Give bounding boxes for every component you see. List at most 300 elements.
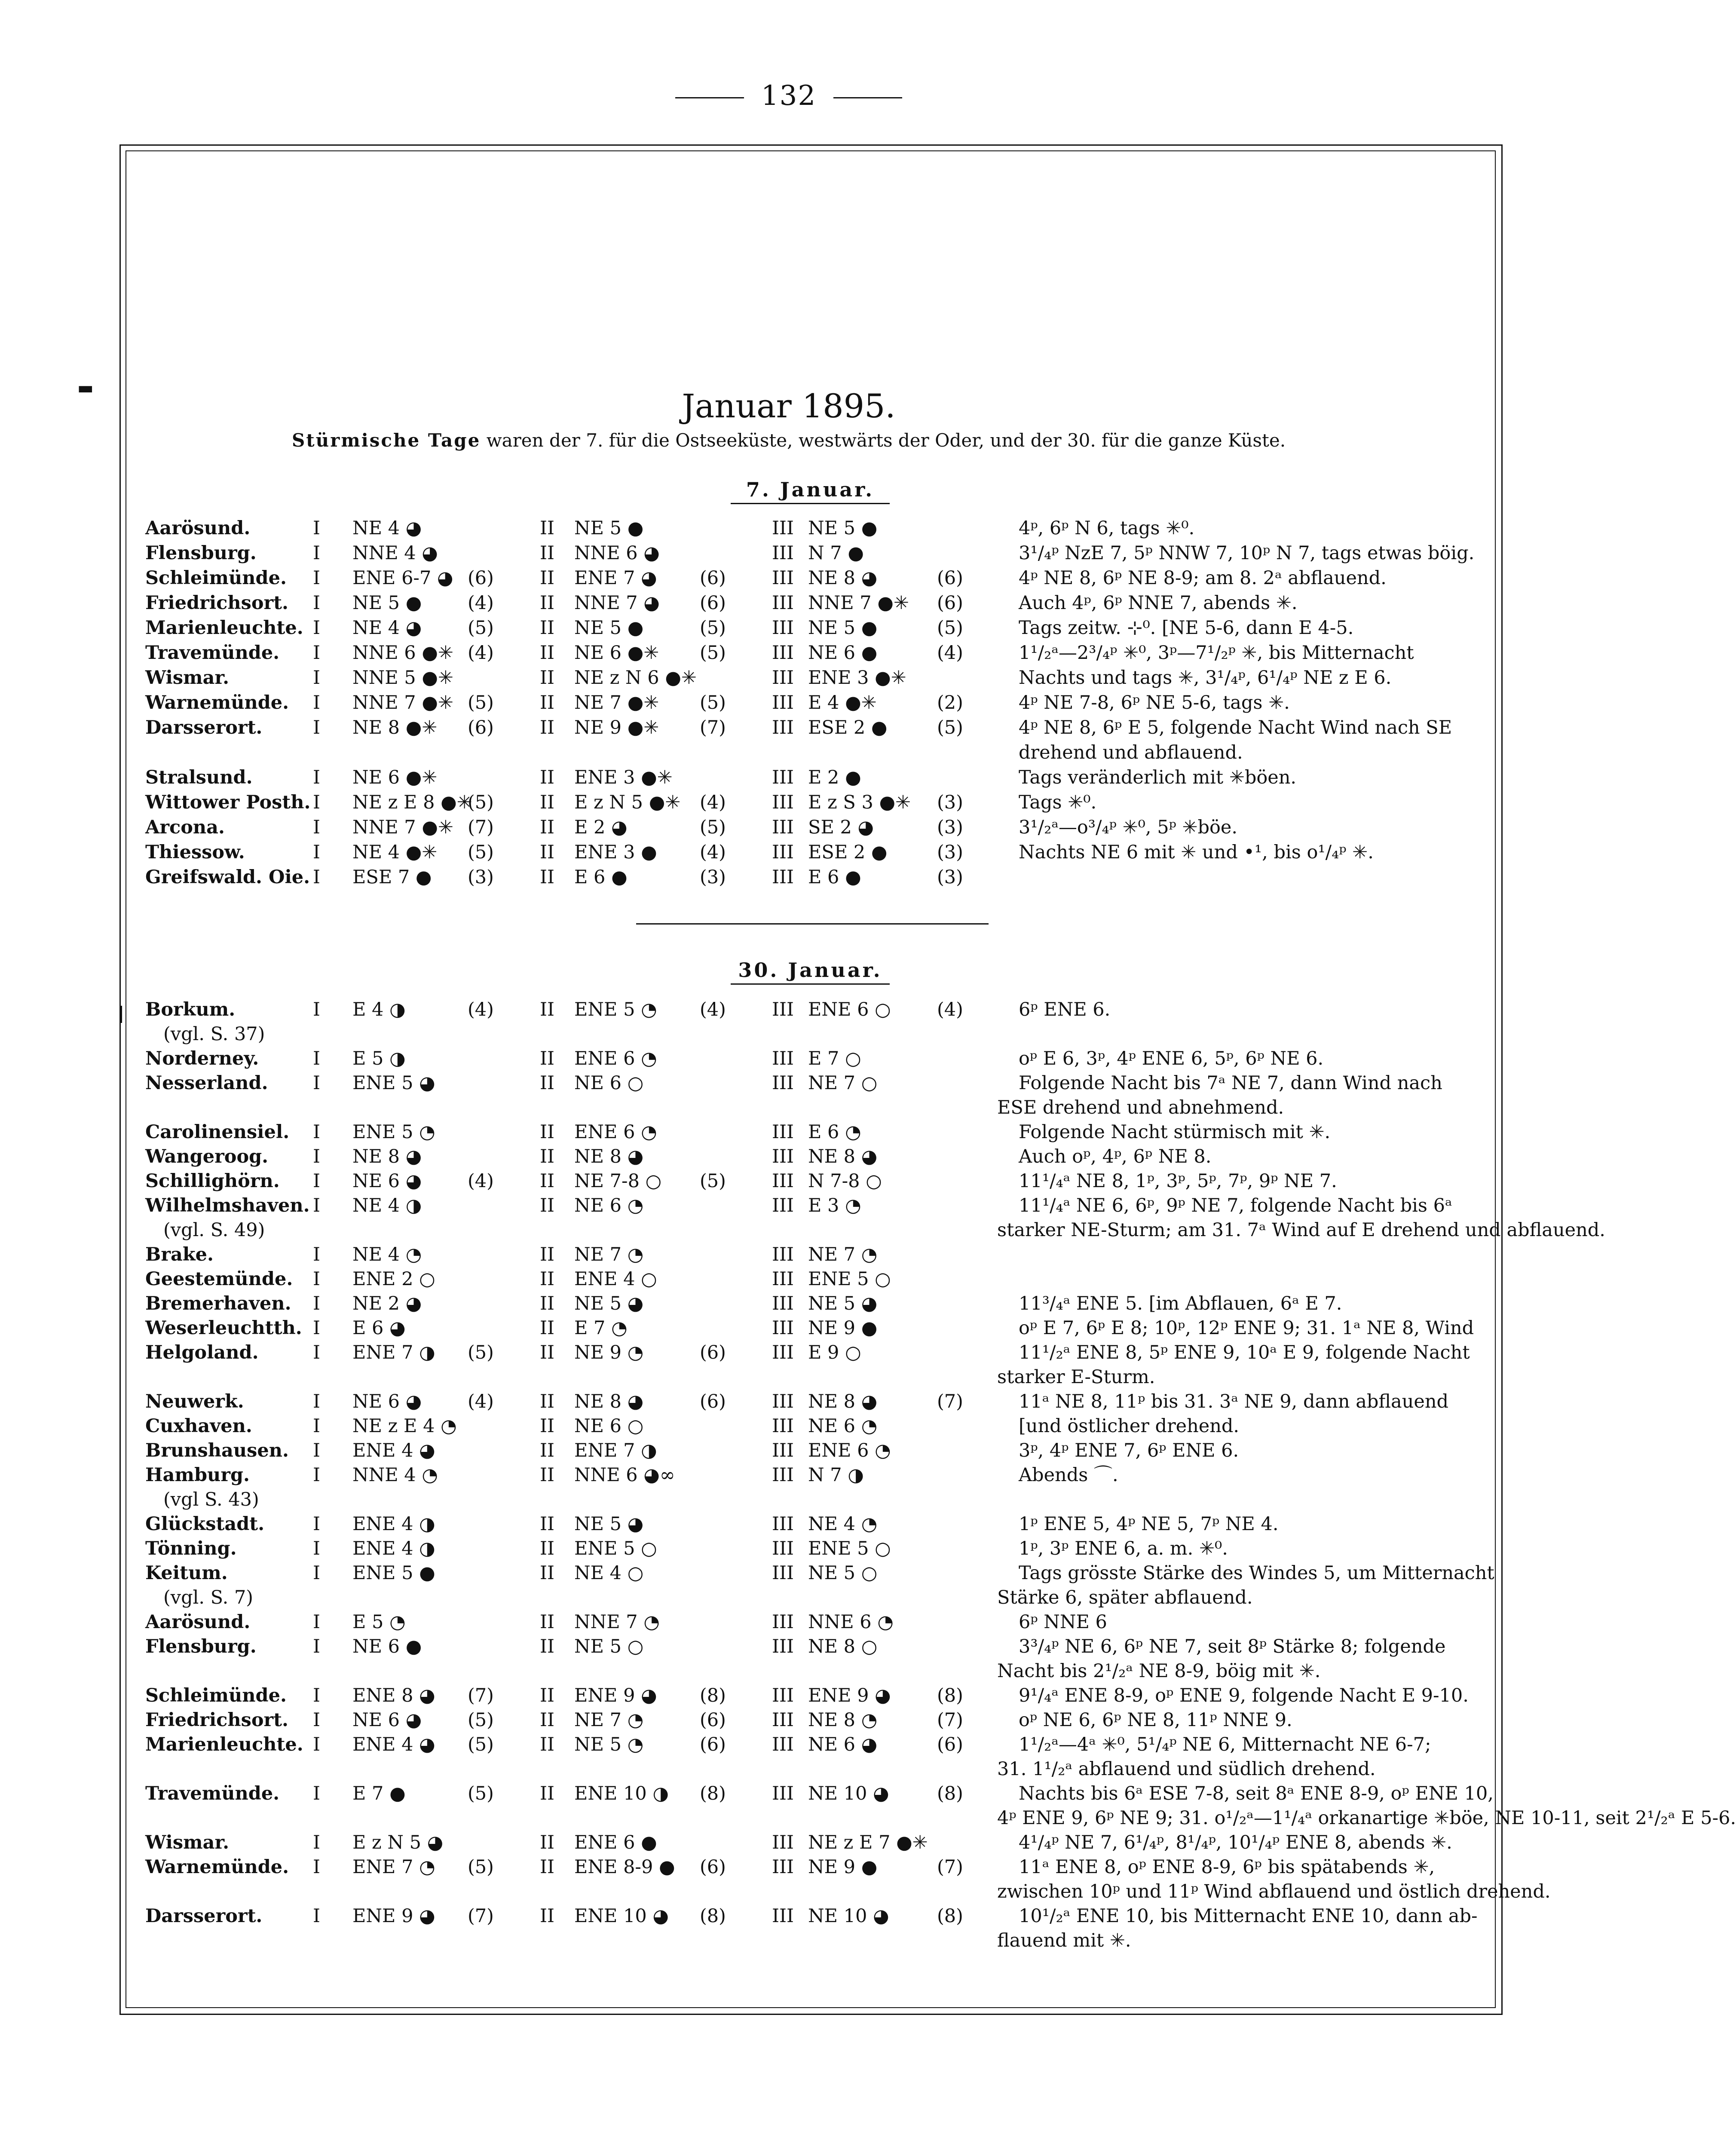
- reading-2-label: II: [540, 1783, 554, 1804]
- reading-1-label: I: [313, 1391, 320, 1412]
- reading-1-obs: NE z E 8 ●✳: [352, 792, 472, 813]
- reading-1-obs: NE 6 ◕: [352, 1170, 422, 1192]
- table-row: [0, 765, 1577, 790]
- reading-3-sea: (6): [937, 1734, 963, 1755]
- reading-3-label: III: [772, 1268, 794, 1290]
- table-row: [0, 840, 1577, 865]
- reading-2-label: II: [540, 1832, 554, 1853]
- reading-2-obs: ENE 4 ○: [574, 1268, 657, 1290]
- reading-1-label: I: [313, 692, 320, 713]
- reading-3-obs: ENE 5 ○: [808, 1538, 891, 1559]
- remark: 3¹/₂ᵃ—o³/₄ᵖ ✳⁰, 5ᵖ ✳böe.: [1019, 817, 1238, 838]
- remark-continuation: flauend mit ✳.: [997, 1930, 1131, 1951]
- table-row: [0, 1218, 1605, 1243]
- table-row: [0, 690, 1577, 715]
- reading-1-sea: (4): [468, 999, 494, 1020]
- reading-3-obs: ESE 2 ●: [808, 717, 888, 738]
- remark-continuation: starker NE-Sturm; am 31. 7ᵃ Wind auf E drehend und abflauend.: [997, 1219, 1605, 1241]
- remark: 11³/₄ᵃ ENE 5. [im Abflauen, 6ᵃ E 7.: [1019, 1293, 1342, 1314]
- reading-3-obs: NE 8 ◕: [808, 1391, 878, 1412]
- reading-3-sea: (7): [937, 1709, 963, 1731]
- reading-2-obs: NE 6 ○: [574, 1415, 644, 1437]
- reading-3-obs: NE 5 ○: [808, 1562, 878, 1584]
- table-row: [0, 1928, 1577, 1953]
- reading-2-label: II: [540, 1856, 554, 1878]
- reading-3-obs: ENE 9 ◕: [808, 1685, 891, 1706]
- reading-2-obs: ENE 9 ◕: [574, 1685, 657, 1706]
- reading-2-sea: (6): [700, 1734, 726, 1755]
- reading-2-label: II: [540, 1709, 554, 1731]
- reading-3-obs: SE 2 ◕: [808, 817, 874, 838]
- station-name: Keitum.: [145, 1562, 228, 1584]
- reading-3-label: III: [772, 567, 794, 589]
- remark: Nachts und tags ✳, 3¹/₄ᵖ, 6¹/₄ᵖ NE z E 6.: [1019, 667, 1392, 689]
- reading-2-label: II: [540, 1391, 554, 1412]
- station-name: Schleimünde.: [145, 1685, 287, 1706]
- page-title: Januar 1895.: [682, 387, 896, 425]
- reading-1-sea: (5): [468, 617, 494, 639]
- reading-1-obs: E 6 ◕: [352, 1317, 406, 1339]
- table-row: [0, 1781, 1577, 1806]
- reading-1-obs: NNE 7 ●✳: [352, 817, 453, 838]
- reading-1-obs: NE 4 ◕: [352, 517, 422, 539]
- reading-3-label: III: [772, 1513, 794, 1535]
- reading-1-label: I: [313, 1562, 320, 1584]
- reading-3-obs: NE 8 ◕: [808, 1146, 878, 1167]
- remark: oᵖ E 7, 6ᵖ E 8; 10ᵖ, 12ᵖ ENE 9; 31. 1ᵃ NE 8, Wind: [1019, 1317, 1474, 1339]
- station-name: Cuxhaven.: [145, 1415, 252, 1437]
- reading-1-sea: (6): [468, 567, 494, 589]
- table-row: [0, 715, 1577, 740]
- reading-1-obs: NE 2 ◕: [352, 1293, 422, 1314]
- reading-2-obs: NE 6 ○: [574, 1072, 644, 1094]
- reading-3-sea: (3): [937, 842, 963, 863]
- reading-1-sea: (7): [468, 1905, 494, 1927]
- reading-3-label: III: [772, 542, 794, 564]
- remark: 1¹/₂ᵃ—4ᵃ ✳⁰, 5¹/₄ᵖ NE 6, Mitternacht NE 6-7;: [1019, 1734, 1431, 1755]
- reading-2-label: II: [540, 1342, 554, 1363]
- remark-continuation: zwischen 10ᵖ und 11ᵖ Wind abflauend und östlich drehend.: [997, 1881, 1551, 1902]
- remark: Folgende Nacht stürmisch mit ✳.: [1019, 1121, 1331, 1143]
- reading-1-obs: ENE 4 ◕: [352, 1734, 435, 1755]
- reading-1-sea: (5): [468, 792, 494, 813]
- reading-1-sea: (5): [468, 1734, 494, 1755]
- reading-2-sea: (5): [700, 817, 726, 838]
- reading-2-sea: (6): [700, 1709, 726, 1731]
- reading-1-label: I: [313, 817, 320, 838]
- station-reference: (vgl. S. 37): [163, 1023, 265, 1045]
- reading-2-obs: NE 5 ●: [574, 617, 644, 639]
- station-name: Tönning.: [145, 1538, 237, 1559]
- remark: 11ᵃ ENE 8, oᵖ ENE 8-9, 6ᵖ bis spätabends ✳,: [1019, 1856, 1435, 1878]
- reading-3-label: III: [772, 1072, 794, 1094]
- reading-3-obs: E 4 ●✳: [808, 692, 877, 713]
- reading-3-sea: (6): [937, 592, 963, 614]
- reading-3-obs: ENE 3 ●✳: [808, 667, 906, 689]
- reading-2-obs: ENE 7 ◑: [574, 1440, 657, 1461]
- reading-1-obs: E z N 5 ◕: [352, 1832, 444, 1853]
- reading-2-obs: NE 8 ◕: [574, 1146, 644, 1167]
- remark-continuation: 4ᵖ ENE 9, 6ᵖ NE 9; 31. o¹/₂ᵃ—1¹/₄ᵃ orkanartige ✳böe, NE 10-11, seit 2¹/₂ᵃ E 5-6.: [997, 1807, 1736, 1829]
- station-name: Arcona.: [145, 817, 225, 838]
- remark: 6ᵖ ENE 6.: [1019, 999, 1111, 1020]
- table-row: [0, 790, 1577, 815]
- reading-3-obs: NE 7 ◔: [808, 1244, 878, 1265]
- reading-3-label: III: [772, 1121, 794, 1143]
- remark: 9¹/₄ᵃ ENE 8-9, oᵖ ENE 9, folgende Nacht E 9-10.: [1019, 1685, 1469, 1706]
- reading-2-sea: (6): [700, 1856, 726, 1878]
- reading-1-label: I: [313, 617, 320, 639]
- reading-1-obs: ENE 9 ◕: [352, 1905, 435, 1927]
- table-row: [0, 997, 1577, 1022]
- reading-3-obs: NE 8 ◕: [808, 567, 878, 589]
- table-row: [0, 1659, 1577, 1684]
- reading-1-obs: NE 5 ●: [352, 592, 422, 614]
- reading-2-sea: (6): [700, 592, 726, 614]
- reading-2-obs: ENE 5 ○: [574, 1538, 657, 1559]
- reading-2-obs: NE 5 ◕: [574, 1293, 644, 1314]
- reading-1-label: I: [313, 1293, 320, 1314]
- station-name: Warnemünde.: [145, 1856, 289, 1878]
- reading-1-label: I: [313, 1170, 320, 1192]
- reading-1-label: I: [313, 1146, 320, 1167]
- reading-3-sea: (3): [937, 792, 963, 813]
- remark: Auch 4ᵖ, 6ᵖ NNE 7, abends ✳.: [1019, 592, 1298, 614]
- section-heading-7-januar: 7. Januar.: [731, 478, 890, 504]
- reading-2-label: II: [540, 642, 554, 664]
- reading-1-sea: (5): [468, 1709, 494, 1731]
- reading-3-obs: E 7 ○: [808, 1048, 861, 1069]
- table-row: [0, 1757, 1577, 1782]
- reading-1-obs: E 4 ◑: [352, 999, 406, 1020]
- reading-1-sea: (5): [468, 692, 494, 713]
- reading-3-label: III: [772, 692, 794, 713]
- reading-2-obs: ENE 8-9 ●: [574, 1856, 675, 1878]
- remark-continuation: ESE drehend und abnehmend.: [997, 1097, 1284, 1118]
- station-name: Flensburg.: [145, 1636, 257, 1657]
- table-row: [0, 1708, 1577, 1733]
- reading-1-sea: (4): [468, 1391, 494, 1412]
- reading-1-obs: ENE 8 ◕: [352, 1685, 435, 1706]
- table-row: [0, 1487, 1577, 1512]
- reading-2-label: II: [540, 999, 554, 1020]
- reading-2-obs: E 6 ●: [574, 866, 628, 888]
- station-name: Schleimünde.: [145, 567, 287, 589]
- remark: Folgende Nacht bis 7ᵃ NE 7, dann Wind nach: [1019, 1072, 1442, 1094]
- reading-3-label: III: [772, 1244, 794, 1265]
- remark: [und östlicher drehend.: [1019, 1415, 1240, 1437]
- reading-3-label: III: [772, 1415, 794, 1437]
- remark: 1ᵖ ENE 5, 4ᵖ NE 5, 7ᵖ NE 4.: [1019, 1513, 1279, 1535]
- table-row: [0, 1732, 1577, 1757]
- reading-1-obs: E 7 ●: [352, 1783, 406, 1804]
- reading-1-sea: (6): [468, 717, 494, 738]
- station-name: Bremerhaven.: [145, 1293, 291, 1314]
- reading-3-label: III: [772, 1391, 794, 1412]
- reading-2-label: II: [540, 1244, 554, 1265]
- reading-2-obs: NE 5 ●: [574, 517, 644, 539]
- station-name: Thiessow.: [145, 842, 245, 863]
- reading-3-label: III: [772, 1342, 794, 1363]
- station-name: Wangeroog.: [145, 1146, 269, 1167]
- reading-3-label: III: [772, 717, 794, 738]
- reading-2-obs: ENE 5 ◔: [574, 999, 657, 1020]
- reading-2-obs: ENE 6 ●: [574, 1832, 657, 1853]
- page-number: [0, 80, 1577, 112]
- reading-2-sea: (8): [700, 1685, 726, 1706]
- reading-1-label: I: [313, 592, 320, 614]
- reading-2-obs: NE 5 ○: [574, 1636, 644, 1657]
- reading-1-obs: ENE 4 ◑: [352, 1538, 435, 1559]
- reading-3-sea: (5): [937, 617, 963, 639]
- reading-3-obs: NE 5 ●: [808, 617, 878, 639]
- remark: Tags grösste Stärke des Windes 5, um Mitternacht: [1019, 1562, 1494, 1584]
- reading-3-obs: E 6 ●: [808, 866, 861, 888]
- table-row: [0, 615, 1577, 640]
- reading-1-obs: ESE 7 ●: [352, 866, 432, 888]
- reading-1-sea: (4): [468, 642, 494, 664]
- reading-2-label: II: [540, 717, 554, 738]
- reading-3-sea: (4): [937, 642, 963, 664]
- page-number-text: 132: [761, 80, 817, 112]
- margin-bar: [120, 1006, 122, 1023]
- remark: Tags veränderlich mit ✳böen.: [1019, 767, 1297, 788]
- reading-2-label: II: [540, 1072, 554, 1094]
- reading-3-obs: NE 6 ◕: [808, 1734, 878, 1755]
- reading-2-obs: NE 4 ○: [574, 1562, 644, 1584]
- table-row: [0, 640, 1577, 665]
- station-name: Darsserort.: [145, 1905, 263, 1927]
- remark: drehend und abflauend.: [1019, 742, 1243, 763]
- reading-1-sea: (5): [468, 1856, 494, 1878]
- reading-3-obs: NE 10 ◕: [808, 1905, 889, 1927]
- reading-2-label: II: [540, 1464, 554, 1486]
- reading-2-label: II: [540, 842, 554, 863]
- reading-2-label: II: [540, 1415, 554, 1437]
- reading-1-obs: NE 4 ◑: [352, 1195, 422, 1216]
- reading-3-label: III: [772, 1832, 794, 1853]
- remark: oᵖ E 6, 3ᵖ, 4ᵖ ENE 6, 5ᵖ, 6ᵖ NE 6.: [1019, 1048, 1324, 1069]
- reading-2-obs: NE 5 ◕: [574, 1513, 644, 1535]
- reading-3-label: III: [772, 1685, 794, 1706]
- table-row: [0, 1512, 1577, 1537]
- reading-1-obs: ENE 2 ○: [352, 1268, 435, 1290]
- reading-3-obs: ENE 6 ◔: [808, 1440, 891, 1461]
- reading-1-obs: NE 6 ●✳: [352, 767, 438, 788]
- reading-2-label: II: [540, 542, 554, 564]
- reading-1-label: I: [313, 1685, 320, 1706]
- remark: oᵖ NE 6, 6ᵖ NE 8, 11ᵖ NNE 9.: [1019, 1709, 1292, 1731]
- reading-1-label: I: [313, 1440, 320, 1461]
- reading-2-sea: (5): [700, 692, 726, 713]
- reading-1-sea: (5): [468, 1342, 494, 1363]
- remark: 4ᵖ NE 7-8, 6ᵖ NE 5-6, tags ✳.: [1019, 692, 1290, 713]
- table-row: [0, 665, 1577, 690]
- reading-2-sea: (6): [700, 567, 726, 589]
- reading-2-label: II: [540, 1636, 554, 1657]
- reading-2-label: II: [540, 792, 554, 813]
- remark-continuation: Nacht bis 2¹/₂ᵃ NE 8-9, böig mit ✳.: [997, 1660, 1321, 1682]
- reading-2-obs: NE 9 ◔: [574, 1342, 644, 1363]
- remark: 4ᵖ NE 8, 6ᵖ NE 8-9; am 8. 2ᵃ abflauend.: [1019, 567, 1387, 589]
- margin-mark: ▬: [77, 378, 94, 398]
- reading-3-label: III: [772, 592, 794, 614]
- reading-3-label: III: [772, 517, 794, 539]
- reading-3-obs: NNE 7 ●✳: [808, 592, 909, 614]
- reading-3-obs: NE 8 ○: [808, 1636, 878, 1657]
- table-row: [0, 1389, 1577, 1414]
- reading-3-sea: (7): [937, 1391, 963, 1412]
- table-row: [0, 740, 1577, 765]
- reading-3-sea: (8): [937, 1685, 963, 1706]
- reading-1-label: I: [313, 1538, 320, 1559]
- reading-1-sea: (4): [468, 592, 494, 614]
- reading-3-label: III: [772, 642, 794, 664]
- section-heading-30-januar: 30. Januar.: [731, 958, 890, 985]
- reading-3-obs: NE 4 ◔: [808, 1513, 878, 1535]
- reading-1-label: I: [313, 1268, 320, 1290]
- reading-1-obs: ENE 4 ◕: [352, 1440, 435, 1461]
- reading-1-label: I: [313, 1072, 320, 1094]
- reading-2-label: II: [540, 617, 554, 639]
- table-row: [0, 1095, 1577, 1120]
- reading-3-obs: E 9 ○: [808, 1342, 861, 1363]
- table-row: [0, 516, 1577, 541]
- reading-2-label: II: [540, 767, 554, 788]
- station-name: Aarösund.: [145, 1611, 251, 1633]
- station-name: Stralsund.: [145, 767, 253, 788]
- reading-3-label: III: [772, 1464, 794, 1486]
- reading-2-obs: NE 6 ◔: [574, 1195, 644, 1216]
- reading-1-label: I: [313, 1513, 320, 1535]
- remark: 3ᵖ, 4ᵖ ENE 7, 6ᵖ ENE 6.: [1019, 1440, 1239, 1461]
- reading-2-obs: NE 5 ◔: [574, 1734, 644, 1755]
- remark-continuation: 31. 1¹/₂ᵃ abflauend und südlich drehend.: [997, 1758, 1376, 1780]
- station-name: Brake.: [145, 1244, 214, 1265]
- station-name: Hamburg.: [145, 1464, 250, 1486]
- reading-2-label: II: [540, 1562, 554, 1584]
- reading-2-label: II: [540, 1440, 554, 1461]
- reading-1-obs: ENE 7 ◔: [352, 1856, 435, 1878]
- remark: Nachts NE 6 mit ✳ und •¹, bis o¹/₄ᵖ ✳.: [1019, 842, 1374, 863]
- subtitle-rest: waren der 7. für die Ostseeküste, westwärts der Oder, und der 30. für die ganze Küste.: [486, 430, 1286, 451]
- table-row: [0, 865, 1577, 890]
- station-name: Marienleuchte.: [145, 617, 303, 639]
- reading-1-sea: (7): [468, 817, 494, 838]
- station-name: Weserleuchtth.: [145, 1317, 302, 1339]
- reading-1-label: I: [313, 1244, 320, 1265]
- reading-1-label: I: [313, 1905, 320, 1927]
- remark: 4ᵖ NE 8, 6ᵖ E 5, folgende Nacht Wind nach SE: [1019, 717, 1452, 738]
- reading-1-label: I: [313, 792, 320, 813]
- reading-2-obs: NE 7-8 ○: [574, 1170, 662, 1192]
- reading-3-sea: (3): [937, 817, 963, 838]
- reading-1-obs: ENE 5 ◕: [352, 1072, 435, 1094]
- subtitle: [0, 430, 1577, 451]
- remark: Abends ⌒.: [1019, 1464, 1118, 1486]
- reading-1-label: I: [313, 1636, 320, 1657]
- table-row: [0, 1536, 1577, 1561]
- reading-3-label: III: [772, 1709, 794, 1731]
- reading-3-sea: (8): [937, 1783, 963, 1804]
- reading-2-sea: (6): [700, 1391, 726, 1412]
- reading-2-obs: NNE 6 ◕: [574, 542, 660, 564]
- remark-continuation: starker E-Sturm.: [997, 1366, 1155, 1388]
- station-reference: (vgl. S. 7): [163, 1587, 254, 1608]
- remark: Auch oᵖ, 4ᵖ, 6ᵖ NE 8.: [1019, 1146, 1212, 1167]
- dash-right: [833, 97, 902, 98]
- reading-2-label: II: [540, 1513, 554, 1535]
- table-row: [0, 1879, 1577, 1904]
- station-name: Norderney.: [145, 1048, 259, 1069]
- reading-1-label: I: [313, 567, 320, 589]
- reading-3-label: III: [772, 1048, 794, 1069]
- station-name: Darsserort.: [145, 717, 263, 738]
- reading-2-label: II: [540, 667, 554, 689]
- table-row: [0, 1242, 1577, 1267]
- reading-1-sea: (3): [468, 866, 494, 888]
- reading-3-obs: NE z E 7 ●✳: [808, 1832, 928, 1853]
- table-row: [0, 1071, 1577, 1096]
- reading-3-obs: E 3 ◔: [808, 1195, 861, 1216]
- reading-1-label: I: [313, 1734, 320, 1755]
- reading-1-obs: NNE 4 ◔: [352, 1464, 438, 1486]
- reading-3-obs: ENE 6 ○: [808, 999, 891, 1020]
- reading-2-label: II: [540, 1538, 554, 1559]
- reading-2-label: II: [540, 567, 554, 589]
- reading-2-label: II: [540, 1268, 554, 1290]
- reading-2-label: II: [540, 1734, 554, 1755]
- table-row: [0, 1120, 1577, 1145]
- station-name: Wittower Posth.: [145, 792, 311, 813]
- reading-1-obs: ENE 5 ◔: [352, 1121, 435, 1143]
- reading-3-label: III: [772, 1146, 794, 1167]
- reading-2-obs: ENE 3 ●✳: [574, 767, 673, 788]
- section-divider: [636, 923, 989, 925]
- station-name: Wismar.: [145, 1832, 230, 1853]
- station-name: Wismar.: [145, 667, 230, 689]
- reading-3-sea: (5): [937, 717, 963, 738]
- station-reference: (vgl S. 43): [163, 1489, 259, 1510]
- remark: 6ᵖ NNE 6: [1019, 1611, 1107, 1633]
- reading-3-label: III: [772, 1562, 794, 1584]
- reading-1-label: I: [313, 1415, 320, 1437]
- reading-2-obs: NE 6 ●✳: [574, 642, 659, 664]
- reading-3-obs: E z S 3 ●✳: [808, 792, 911, 813]
- reading-2-sea: (5): [700, 642, 726, 664]
- table-row: [0, 1855, 1577, 1880]
- reading-2-obs: ENE 10 ◑: [574, 1783, 669, 1804]
- reading-2-sea: (6): [700, 1342, 726, 1363]
- reading-2-label: II: [540, 1170, 554, 1192]
- reading-2-label: II: [540, 1905, 554, 1927]
- reading-2-obs: E z N 5 ●✳: [574, 792, 681, 813]
- reading-3-label: III: [772, 1317, 794, 1339]
- reading-2-label: II: [540, 517, 554, 539]
- remark: 3¹/₄ᵖ NzE 7, 5ᵖ NNW 7, 10ᵖ N 7, tags etwas böig.: [1019, 542, 1475, 564]
- reading-1-label: I: [313, 1783, 320, 1804]
- reading-2-obs: NE 8 ◕: [574, 1391, 644, 1412]
- reading-3-label: III: [772, 1734, 794, 1755]
- remark: 4¹/₄ᵖ NE 7, 6¹/₄ᵖ, 8¹/₄ᵖ, 10¹/₄ᵖ ENE 8, abends ✳.: [1019, 1832, 1452, 1853]
- reading-1-obs: ENE 7 ◑: [352, 1342, 435, 1363]
- reading-2-sea: (4): [700, 792, 726, 813]
- table-row: [0, 1365, 1577, 1390]
- reading-3-sea: (8): [937, 1905, 963, 1927]
- table-row: [0, 1830, 1577, 1855]
- station-name: Borkum.: [145, 999, 236, 1020]
- reading-3-label: III: [772, 866, 794, 888]
